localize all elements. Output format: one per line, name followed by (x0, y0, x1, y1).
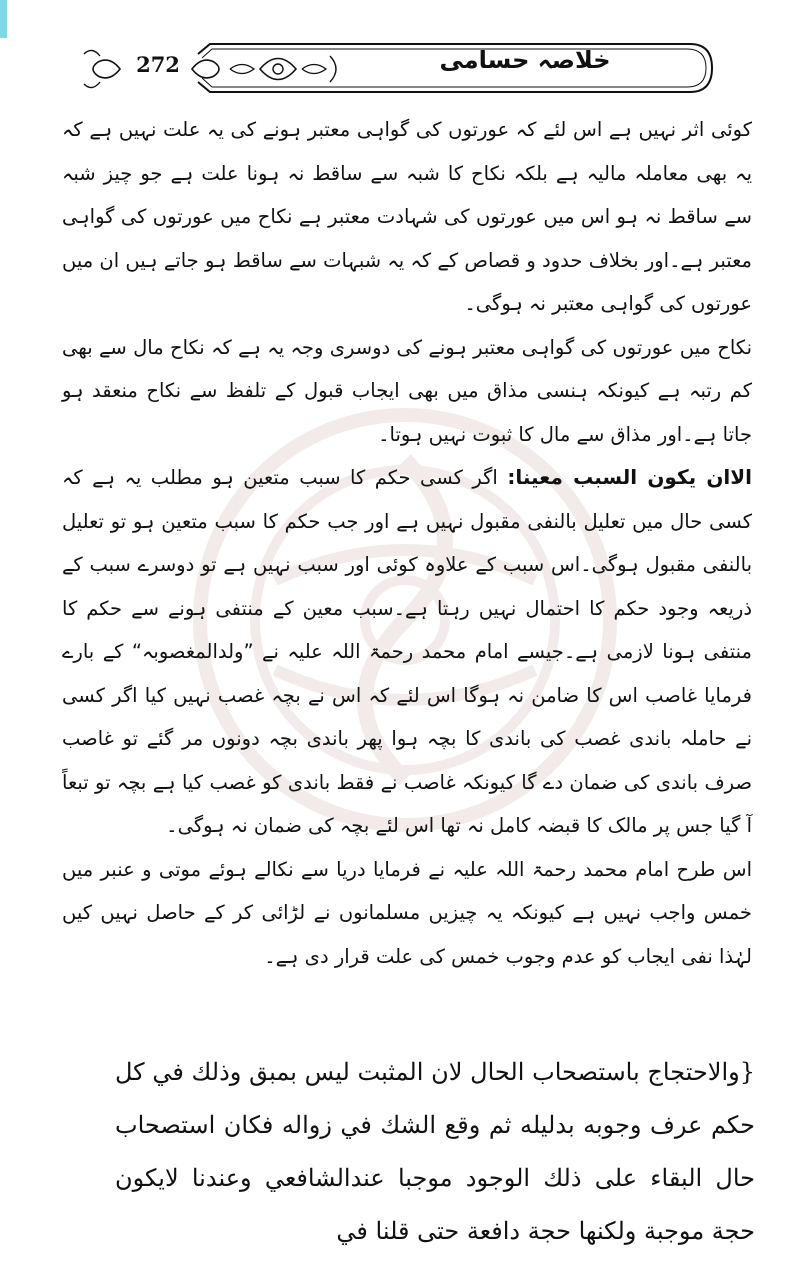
arabic-text-block (115, 1046, 755, 1258)
paragraph-2: نکاح میں عورتوں کی گواہی معتبر ہونے کی دوسری وجہ یہ ہے کہ نکاح مال سے بھی کم رتبہ ہے کیونکہ ہنسی مذاق میں بھی ایجاب قبول کے تلفظ سے نکاح منعقد ہو جاتا ہے۔اور مذاق سے مال کا ثبوت نہیں ہوتا۔ (62, 335, 752, 446)
paragraph-1: کوئی اثر نہیں ہے اس لئے کہ عورتوں کی گواہی معتبر ہونے کی یہ علت نہیں ہے کہ یہ بھی معاملہ مالیہ ہے بلکہ نکاح کا شبہ سے ساقط نہ ہونا علت ہے جو چیز شبہ سے ساقط نہ ہو اس میں عورتوں کی شہادت معتبر ہے نکاح میں عورتوں کی گواہی معتبر ہے۔اور بخلاف حدود و قصاص کے کہ یہ شبہات سے ساقط ہو جاتے ہیں ان میں عورتوں کی گواہی معتبر نہ ہوگی۔ (62, 118, 752, 315)
page-header (80, 38, 720, 100)
arabic-text: {والاحتجاج باستصحاب الحال لان المثبت ليس بمبق وذلك في كل حكم عرف وجوبه بدليله ثم وقع الشك في زواله فكان استصحاب حال البقاء على ذلك الوجود موجبا عندالشافعي وعندنا لايكون حجة موجبة ولكنها حجة دافعة حتى قلنا في (115, 1058, 755, 1245)
paragraph-3 (62, 456, 752, 848)
paragraph-3-text: اگر کسی حکم کا سبب متعین ہو مطلب یہ ہے کہ کسی حال میں تعلیل بالنفی مقبول نہیں ہے اور جب حکم کا سبب متعین ہو تو تعلیل بالنفی مقبول ہوگی۔اس سبب کے علاوہ کوئی اور سبب نہیں ہے تو دوسرے سبب کے ذریعہ وجود حکم کا احتمال نہیں رہتا ہے۔سبب معین کے منتفی ہونے سے حکم کا منتفی ہونا لازمی ہے۔جیسے امام محمد رحمۃ اللہ علیہ نے ”ولدالمغصوبہ“ کے بارے فرمایا غاصب اس کا ضامن نہ ہوگا اس لئے کہ اس نے بچہ غصب نہیں کیا اگر کسی نے حاملہ باندی غصب کی باندی کا بچہ ہوا پھر باندی بچہ دونوں مر گئے تو غاصب صرف باندی کی ضمان دے گا کیونکہ غاصب نے فقط باندی کو غصب کیا ہے بچہ تو تبعاً آ گیا جس پر مالک کا قبضہ کامل نہ تھا اس لئے بچہ کی ضمان نہ ہوگی۔ (62, 466, 752, 837)
section-heading: الاان یکون السبب معینا: (507, 465, 752, 489)
urdu-commentary (62, 108, 752, 978)
page-number: 272 (136, 52, 180, 77)
paragraph-4: اس طرح امام محمد رحمۃ اللہ علیہ نے فرمایا دریا سے نکالے ہوئے موتی و عنبر میں خمس واجب نہیں ہے کیونکہ یہ چیزیں مسلمانوں نے لڑائی کر کے حاصل نہیں کیں لہٰذا نفی ایجاب کو عدم وجوب خمس کی علت قرار دی ہے۔ (62, 857, 752, 968)
scan-edge-mark (0, 0, 7, 38)
book-title: خلاصہ حسامی (439, 46, 611, 74)
